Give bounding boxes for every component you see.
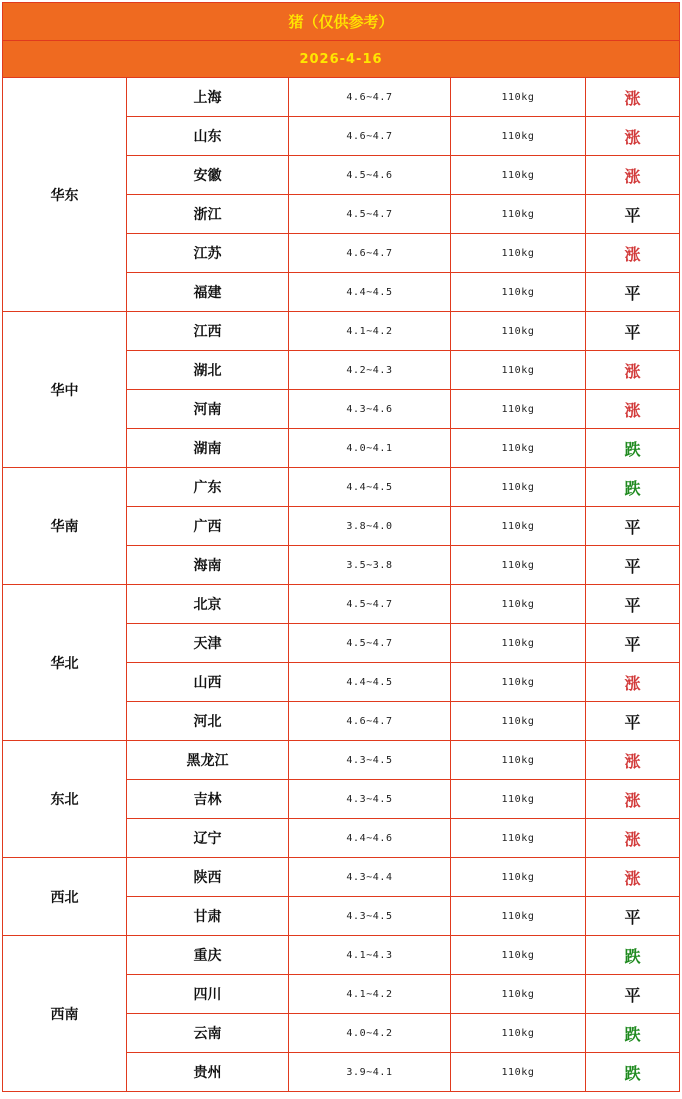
trend-cell: 涨: [586, 663, 680, 702]
province-cell: 陕西: [127, 858, 289, 897]
table-row: [3, 741, 680, 780]
trend-cell: 跌: [586, 936, 680, 975]
province-cell: 浙江: [127, 195, 289, 234]
region-cell: 华南: [3, 468, 127, 585]
table-title: 猪（仅供参考）: [3, 3, 680, 41]
trend-cell: 平: [586, 546, 680, 585]
price-cell: 4.6~4.7: [289, 78, 451, 117]
weight-cell: 110kg: [451, 390, 586, 429]
weight-cell: 110kg: [451, 234, 586, 273]
weight-cell: 110kg: [451, 897, 586, 936]
province-cell: 河北: [127, 702, 289, 741]
trend-cell: 跌: [586, 429, 680, 468]
region-cell: 华东: [3, 78, 127, 312]
price-cell: 4.3~4.6: [289, 390, 451, 429]
price-cell: 3.8~4.0: [289, 507, 451, 546]
weight-cell: 110kg: [451, 156, 586, 195]
weight-cell: 110kg: [451, 429, 586, 468]
price-cell: 4.1~4.2: [289, 312, 451, 351]
price-cell: 4.5~4.7: [289, 585, 451, 624]
weight-cell: 110kg: [451, 663, 586, 702]
table-date: 2026-4-16: [3, 41, 680, 78]
trend-cell: 跌: [586, 468, 680, 507]
province-cell: 广东: [127, 468, 289, 507]
province-cell: 河南: [127, 390, 289, 429]
weight-cell: 110kg: [451, 546, 586, 585]
price-cell: 4.4~4.5: [289, 273, 451, 312]
weight-cell: 110kg: [451, 312, 586, 351]
province-cell: 云南: [127, 1014, 289, 1053]
weight-cell: 110kg: [451, 507, 586, 546]
weight-cell: 110kg: [451, 624, 586, 663]
region-cell: 东北: [3, 741, 127, 858]
price-cell: 4.6~4.7: [289, 234, 451, 273]
region-cell: 华北: [3, 585, 127, 741]
price-cell: 3.9~4.1: [289, 1053, 451, 1092]
trend-cell: 平: [586, 273, 680, 312]
trend-cell: 涨: [586, 156, 680, 195]
trend-cell: 平: [586, 975, 680, 1014]
trend-cell: 平: [586, 585, 680, 624]
weight-cell: 110kg: [451, 468, 586, 507]
region-cell: 西南: [3, 936, 127, 1092]
weight-cell: 110kg: [451, 819, 586, 858]
region-cell: 西北: [3, 858, 127, 936]
province-cell: 贵州: [127, 1053, 289, 1092]
trend-cell: 涨: [586, 351, 680, 390]
price-cell: 4.4~4.5: [289, 663, 451, 702]
price-cell: 4.3~4.5: [289, 780, 451, 819]
trend-cell: 跌: [586, 1053, 680, 1092]
province-cell: 黑龙江: [127, 741, 289, 780]
price-cell: 4.0~4.2: [289, 1014, 451, 1053]
weight-cell: 110kg: [451, 1053, 586, 1092]
trend-cell: 涨: [586, 390, 680, 429]
price-cell: 4.0~4.1: [289, 429, 451, 468]
province-cell: 吉林: [127, 780, 289, 819]
trend-cell: 涨: [586, 741, 680, 780]
trend-cell: 涨: [586, 78, 680, 117]
trend-cell: 涨: [586, 780, 680, 819]
table-body: [3, 78, 680, 1092]
price-cell: 4.6~4.7: [289, 702, 451, 741]
weight-cell: 110kg: [451, 936, 586, 975]
table-row: [3, 78, 680, 117]
trend-cell: 平: [586, 897, 680, 936]
price-cell: 4.5~4.7: [289, 195, 451, 234]
trend-cell: 涨: [586, 234, 680, 273]
price-cell: 4.5~4.6: [289, 156, 451, 195]
province-cell: 福建: [127, 273, 289, 312]
province-cell: 安徽: [127, 156, 289, 195]
weight-cell: 110kg: [451, 351, 586, 390]
weight-cell: 110kg: [451, 975, 586, 1014]
province-cell: 山西: [127, 663, 289, 702]
trend-cell: 平: [586, 507, 680, 546]
province-cell: 四川: [127, 975, 289, 1014]
weight-cell: 110kg: [451, 195, 586, 234]
price-cell: 4.5~4.7: [289, 624, 451, 663]
price-cell: 4.3~4.5: [289, 897, 451, 936]
province-cell: 湖北: [127, 351, 289, 390]
price-cell: 3.5~3.8: [289, 546, 451, 585]
province-cell: 上海: [127, 78, 289, 117]
province-cell: 广西: [127, 507, 289, 546]
price-cell: 4.1~4.2: [289, 975, 451, 1014]
trend-cell: 平: [586, 702, 680, 741]
table-row: [3, 468, 680, 507]
pig-price-table: [2, 2, 680, 1092]
price-cell: 4.2~4.3: [289, 351, 451, 390]
province-cell: 甘肃: [127, 897, 289, 936]
province-cell: 江西: [127, 312, 289, 351]
weight-cell: 110kg: [451, 585, 586, 624]
table-row: [3, 585, 680, 624]
province-cell: 山东: [127, 117, 289, 156]
region-cell: 华中: [3, 312, 127, 468]
trend-cell: 平: [586, 312, 680, 351]
weight-cell: 110kg: [451, 117, 586, 156]
trend-cell: 涨: [586, 858, 680, 897]
trend-cell: 涨: [586, 117, 680, 156]
weight-cell: 110kg: [451, 273, 586, 312]
province-cell: 天津: [127, 624, 289, 663]
table-row: [3, 312, 680, 351]
table-row: [3, 936, 680, 975]
weight-cell: 110kg: [451, 780, 586, 819]
price-cell: 4.1~4.3: [289, 936, 451, 975]
province-cell: 海南: [127, 546, 289, 585]
weight-cell: 110kg: [451, 1014, 586, 1053]
table-row: [3, 858, 680, 897]
price-cell: 4.6~4.7: [289, 117, 451, 156]
weight-cell: 110kg: [451, 702, 586, 741]
price-cell: 4.4~4.6: [289, 819, 451, 858]
trend-cell: 跌: [586, 1014, 680, 1053]
province-cell: 江苏: [127, 234, 289, 273]
price-table-container: [2, 2, 679, 1092]
trend-cell: 平: [586, 195, 680, 234]
price-cell: 4.4~4.5: [289, 468, 451, 507]
weight-cell: 110kg: [451, 78, 586, 117]
weight-cell: 110kg: [451, 858, 586, 897]
price-cell: 4.3~4.4: [289, 858, 451, 897]
price-cell: 4.3~4.5: [289, 741, 451, 780]
weight-cell: 110kg: [451, 741, 586, 780]
province-cell: 北京: [127, 585, 289, 624]
province-cell: 辽宁: [127, 819, 289, 858]
trend-cell: 涨: [586, 819, 680, 858]
trend-cell: 平: [586, 624, 680, 663]
province-cell: 重庆: [127, 936, 289, 975]
province-cell: 湖南: [127, 429, 289, 468]
